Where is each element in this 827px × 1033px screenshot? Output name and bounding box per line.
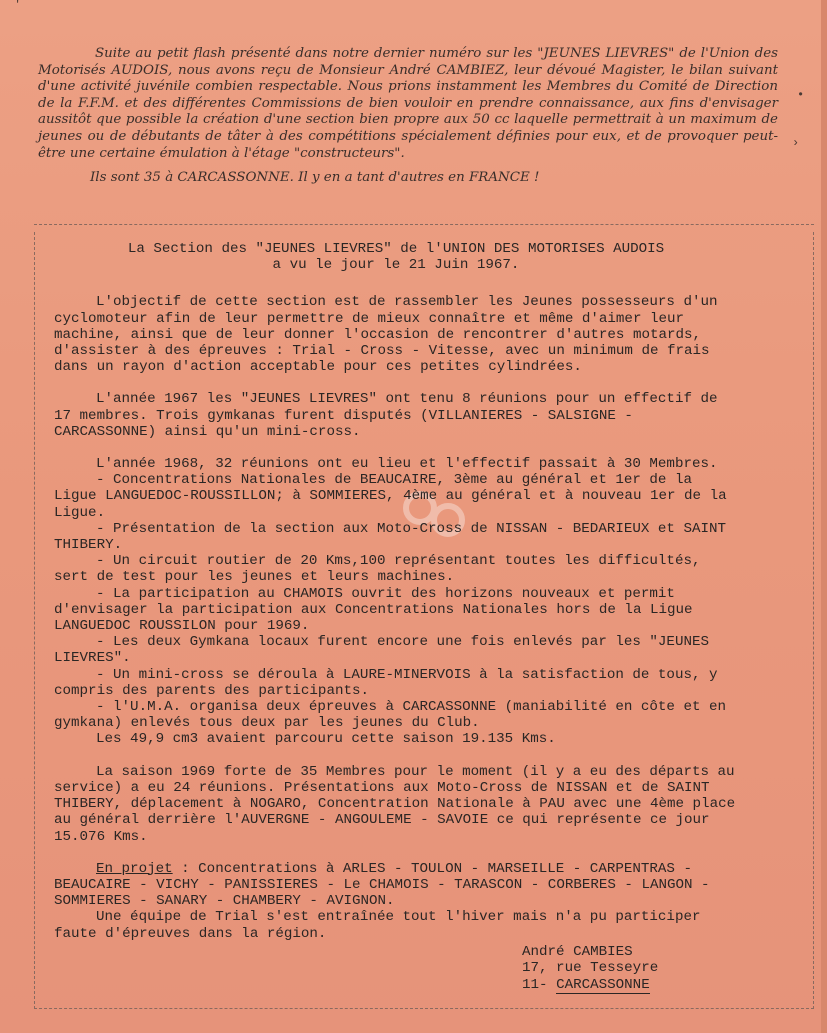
- paragraph-trial: Une équipe de Trial s'est entraînée tout l'hiver mais n'a pu participer faute d'épreuves dans la région.: [54, 909, 701, 942]
- paragraph-objectif: L'objectif de cette section est de rassembler les Jeunes possesseurs d'un cyclomoteur afin de leur permettre de mieux connaître et même d'aimer leur machine, ainsi que de leur donner l'occasion de rencontrer d'autres motards, d'assister à des épreuves : Trial - Cross - Vitesse, avec un minimum de frais dans un rayon d'action acceptable pour ces petites cylindrées.: [54, 294, 718, 376]
- list-item: - Concentrations Nationales de BEAUCAIRE, 3ème au général et 1er de la Ligue LANGUEDOC-ROUSSILLON; à SOMMIERES, 4ème au général et à nouveau 1er de la Ligue.: [54, 472, 727, 521]
- letter-body: [54, 241, 738, 942]
- intro-tagline: Ils sont 35 à CARCASSONNE. Il y en a tant d'autres en FRANCE !: [90, 170, 540, 186]
- title-line-2: a vu le jour le 21 Juin 1967.: [272, 257, 520, 274]
- signature-city-line: [522, 977, 658, 993]
- signature-name: André CAMBIES: [522, 944, 633, 960]
- list-item: - Les deux Gymkana locaux furent encore une fois enlevés par les "JEUNES LIEVRES".: [54, 634, 709, 667]
- signature-city: CARCASSONNE: [556, 976, 650, 993]
- margin-dot: •: [797, 88, 805, 102]
- signature-street: 17, rue Tesseyre: [522, 960, 659, 977]
- projet-text: : Concentrations à ARLES - TOULON - MARSEILLE - CARPENTRAS - BEAUCAIRE - VICHY - PANISSIERES - Le CHAMOIS - TARASCON - CORBERES - LANGON - SOMMIERES - SANARY - CHAMBERY - AVIGNON.: [54, 860, 710, 910]
- signature-block: [522, 944, 658, 993]
- section-divider: [34, 224, 814, 225]
- list-item: - La participation au CHAMOIS ouvrit des horizons nouveaux et permit d'envisager la participation aux Concentrations Nationales hors de la Ligue LANGUEDOC ROUSSILON pour 1969.: [54, 585, 693, 635]
- list-item: - Présentation de la section aux Moto-Cross de NISSAN - BEDARIEUX et SAINT THIBERY.: [54, 520, 727, 554]
- list-item: - Un circuit routier de 20 Kms,100 représentant toutes les difficultés, sert de test pour les jeunes et leurs machines.: [54, 553, 701, 586]
- title-line-1: La Section des "JEUNES LIEVRES" de l'UNION DES MOTORISES AUDOIS: [127, 241, 665, 257]
- list-item: - Un mini-cross se déroula à LAURE-MINERVOIS à la satisfaction de tous, y compris des parents des participants.: [54, 666, 718, 699]
- page-edge: [821, 0, 827, 1033]
- signature-dept: 11-: [522, 976, 557, 993]
- list-item: - l'U.M.A. organisa deux épreuves à CARCASSONNE (maniabilité en côte et en gymkana) enlevés tous deux par les jeunes du Club.: [54, 699, 727, 732]
- paragraph-1969: La saison 1969 forte de 35 Membres pour le moment (il y a eu des départs au service) a eu 24 réunions. Présentations aux Moto-Cross de NISSAN et de SAINT THIBERY, déplacement à NOGARO, Concentration Nationale à PAU avec une 4ème place au général derrière l'AUVERGNE - ANGOULEME - SAVOIE ce qui représente ce jour 15.076 Kms.: [54, 763, 736, 845]
- paragraph-distance: Les 49,9 cm3 avaient parcouru cette saison 19.135 Kms.: [96, 731, 556, 748]
- letter-title: [54, 241, 738, 273]
- projet-label: En projet: [96, 860, 173, 877]
- paragraph-1967: L'année 1967 les "JEUNES LIEVRES" ont tenu 8 réunions pour un effectif de 17 membres. Trois gymkanas furent disputés (VILLANIERES - SALSIGNE - CARCASSONNE) ainsi qu'un mini-cross.: [54, 391, 718, 440]
- paragraph-projet: [54, 861, 738, 910]
- intro-paragraph: Suite au petit flash présenté dans notre dernier numéro sur les "JEUNES LIEVRES" de l'Union des Motorisés AUDOIS, nous avons reçu de Monsieur André CAMBIEZ, leur dévoué Magister, le bilan suivant d'une activité juvénile combien respectable. Nous prions instamment les Membres du Comité de Direction de la F.F.M. et des différentes Commissions de bien vouloir en prendre connaissance, aux fins d'envisager aussitôt que possible la création d'une section bien propre aux 50 cc laquelle permettrait à un maximum de jeunes ou de débutants de tâter à des compétitions spécialement définies pour eux, et de provoquer peut-être une certaine émulation à l'étage "constructeurs".: [38, 46, 778, 161]
- margin-dot: ›: [792, 136, 800, 150]
- corner-mark: ': [14, 0, 22, 12]
- paragraph-1968: L'année 1968, 32 réunions ont eu lieu et l'effectif passait à 30 Membres.: [96, 456, 718, 473]
- intro-text: [38, 46, 778, 187]
